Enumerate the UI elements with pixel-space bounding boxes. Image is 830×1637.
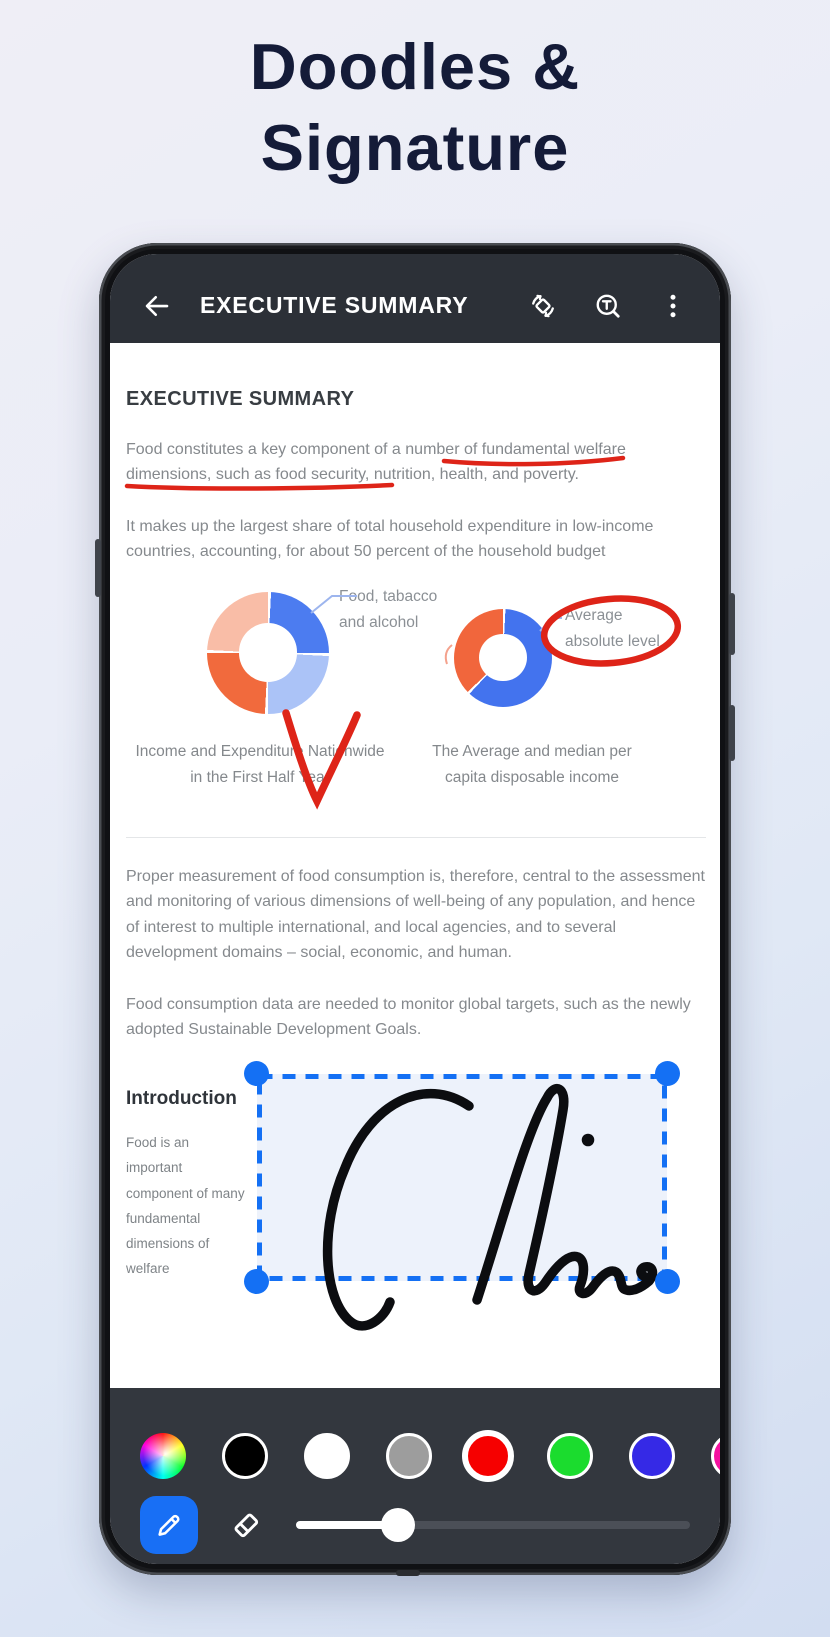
overflow-menu-button[interactable] [656,289,690,323]
phone-mockup [99,243,731,1575]
hero-title-line2: Signature [260,111,570,185]
paragraph-4: Food consumption data are needed to monitor global targets, such as the newly adopted Sustainable Development Goals. [126,995,691,1038]
donut-chart-disposable-income [454,609,552,707]
section-divider [126,837,706,838]
phone-screen [110,254,720,1564]
app-bar [110,254,720,343]
charts-figure [126,587,706,795]
chart-caption-right: The Average and median per capita disposable income [432,742,632,786]
color-swatch-magenta[interactable] [711,1433,720,1479]
rotate-device-button[interactable] [526,289,560,323]
selection-dashed-border [257,1074,667,1281]
pencil-tool-button[interactable] [140,1496,198,1554]
kebab-menu-icon [658,291,688,321]
hero-title [0,26,830,189]
antenna-band [396,1570,420,1576]
color-swatch-blue[interactable] [629,1433,675,1479]
introduction-section [126,1058,706,1308]
eraser-icon [227,1506,265,1544]
slider-thumb[interactable] [381,1508,415,1542]
chart-label-average-absolute: Average absolute level [565,606,660,650]
selection-handle-bottom-left[interactable] [244,1269,269,1294]
introduction-heading: Introduction [126,1088,237,1110]
color-swatch-green[interactable] [547,1433,593,1479]
selection-handle-top-right[interactable] [655,1061,680,1086]
volume-button [729,593,735,655]
color-swatch-black[interactable] [222,1433,268,1479]
tool-row [140,1496,720,1554]
introduction-note: Food is an important component of many fundamental dimensions of welfare [126,1135,245,1276]
text-search-icon [593,291,623,321]
color-swatch-row [140,1432,720,1480]
color-swatch-red-selected[interactable] [462,1430,514,1482]
leader-line-right-chart-2 [446,645,452,664]
paragraph-2: It makes up the largest share of total household expenditure in low-income countries, accounting, for about 50 percent of the household budget [126,517,654,561]
back-button[interactable] [140,289,174,323]
rotate-device-icon [528,291,558,321]
paragraph-1: Food constitutes a key component of a number of fundamental welfare dimensions, such as food security, nutrition, health, and poverty. [126,441,626,484]
paragraph-3: Proper measurement of food consumption is, therefore, central to the assessment and monitoring of various dimensions of well-being of any population, and hence of interest to multiple international, and local agencies, and to several development domains – social, economic, and human. [126,867,705,962]
back-arrow-icon [142,291,172,321]
power-button [729,705,735,761]
eraser-tool-button[interactable] [224,1503,268,1547]
signature-selection-box[interactable] [257,1074,667,1281]
chart-caption-left: Income and Expenditure Nationwide in the First Half Year [135,742,385,786]
chart-label-food-tabacco: Food, tabacco and alcohol [339,587,438,631]
side-button [95,539,101,597]
drawing-toolbar [110,1388,720,1564]
stroke-width-slider[interactable] [296,1508,690,1542]
hero-title-line1: Doodles & [249,30,581,103]
color-picker-wheel[interactable] [140,1433,186,1479]
text-search-button[interactable] [591,289,625,323]
selection-handle-bottom-right[interactable] [655,1269,680,1294]
document-heading: EXECUTIVE SUMMARY [126,388,355,410]
leader-line-right-chart [540,618,562,631]
pencil-icon [153,1509,185,1541]
app-bar-title: EXECUTIVE SUMMARY [200,292,469,318]
color-swatch-gray[interactable] [386,1433,432,1479]
color-swatch-white[interactable] [304,1433,350,1479]
document-page[interactable] [110,343,720,1388]
donut-chart-income-expenditure [207,592,329,714]
